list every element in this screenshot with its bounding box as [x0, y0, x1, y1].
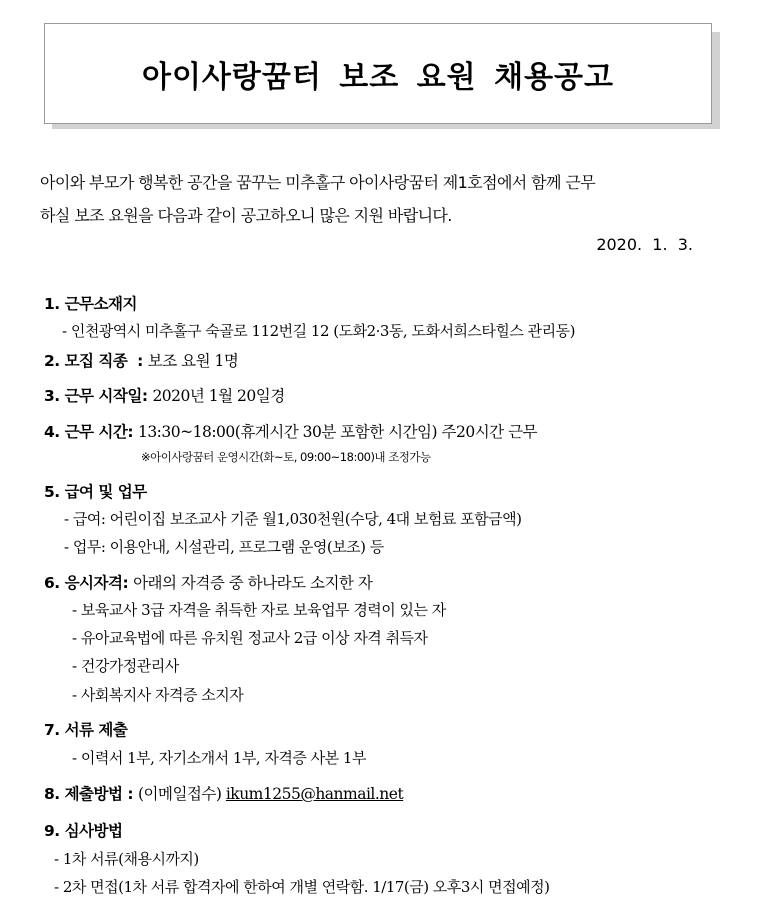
intro-line-2: 하실 보조 요원을 다음과 같이 공고하오니 많은 지원 바랍니다. — [40, 206, 452, 225]
section-2-label: 2. 모집 직종 : — [44, 352, 148, 370]
section-4-heading — [44, 420, 537, 442]
section-4-note: ※아이사랑꿈터 운영시간(화~토, 09:00~18:00)내 조정가능 — [141, 450, 431, 464]
section-1-item-1: - 인천광역시 미추홀구 숙골로 112번길 12 (도화2·3동, 도화서희스타힐스 관리동) — [62, 322, 575, 340]
section-2-value: 보조 요원 1명 — [147, 352, 239, 370]
announcement-date: 2020. 1. 3. — [596, 235, 693, 254]
section-1-heading — [44, 292, 137, 314]
section-9-heading — [44, 819, 122, 841]
section-8-value: (이메일접수) — [137, 785, 226, 803]
page-title: 아이사랑꿈터 보조 요원 채용공고 — [141, 59, 615, 95]
section-7-label: 7. 서류 제출 — [44, 721, 128, 739]
section-5-item-2: - 업무: 이용안내, 시설관리, 프로그램 운영(보조) 등 — [64, 538, 384, 556]
section-8-label: 8. 제출방법 : — [44, 785, 138, 803]
section-5-heading — [44, 480, 147, 502]
section-6-item-2: - 유아교육법에 따른 유치원 정교사 2급 이상 자격 취득자 — [72, 629, 428, 647]
section-4-label: 4. 근무 시간: — [44, 423, 138, 441]
submission-email-link[interactable]: ikum1255@hanmail.net — [225, 785, 404, 803]
section-7-item-1: - 이력서 1부, 자기소개서 1부, 자격증 사본 1부 — [72, 749, 366, 767]
section-6-item-1: - 보육교사 3급 자격을 취득한 자로 보육업무 경력이 있는 자 — [72, 601, 446, 619]
section-6-value: 아래의 자격증 중 하나라도 소지한 자 — [133, 574, 373, 592]
intro-paragraph — [40, 166, 716, 232]
section-9-item-2: - 2차 면접(1차 서류 합격자에 한하여 개별 연락함. 1/17(금) 오후3시 면접예정) — [54, 878, 550, 896]
section-7-heading — [44, 718, 127, 740]
section-5-label: 5. 급여 및 업무 — [44, 483, 147, 501]
section-3-label: 3. 근무 시작일: — [44, 387, 153, 405]
section-9-label: 9. 심사방법 — [44, 822, 123, 840]
section-2-heading — [44, 349, 238, 371]
intro-line-1: 아이와 부모가 행복한 공간을 꿈꾸는 미추홀구 아이사랑꿈터 제1호점에서 함께 근무 — [40, 173, 596, 192]
section-3-value: 2020년 1월 20일경 — [152, 387, 285, 405]
title-box — [44, 23, 712, 124]
section-6-heading — [44, 571, 372, 593]
section-6-item-3: - 건강가정관리사 — [72, 657, 179, 675]
section-8-heading — [44, 782, 403, 804]
section-6-item-4: - 사회복지사 자격증 소지자 — [72, 686, 244, 704]
section-9-item-1: - 1차 서류(채용시까지) — [54, 850, 199, 868]
section-3-heading — [44, 384, 285, 406]
section-5-item-1: - 급여: 어린이집 보조교사 기준 월1,030천원(수당, 4대 보험료 포함금액) — [64, 510, 522, 528]
section-4-value: 13:30~18:00(휴게시간 30분 포함한 시간임) 주20시간 근무 — [137, 423, 538, 441]
section-1-label: 1. 근무소재지 — [44, 295, 137, 313]
section-6-label: 6. 응시자격: — [44, 574, 134, 592]
